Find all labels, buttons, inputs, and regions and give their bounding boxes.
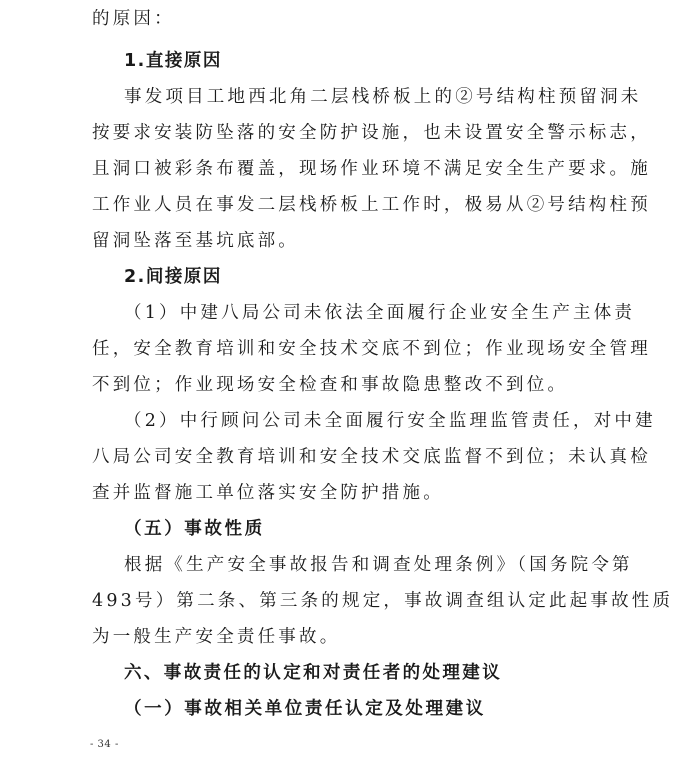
heading-indirect-cause: 2.间接原因	[124, 267, 222, 287]
text-line: 493号）第二条、第三条的规定，事故调查组认定此起事故性质	[92, 591, 674, 611]
text-line: 八局公司安全教育培训和安全技术交底监督不到位；未认真检	[92, 447, 651, 467]
text-line: 留洞坠落至基坑底部。	[92, 231, 299, 251]
text-line: 工作业人员在事发二层栈桥板上工作时，极易从②号结构柱预	[92, 195, 651, 215]
text-line: 按要求安装防坠落的安全防护设施，也未设置安全警示标志，	[92, 123, 651, 143]
text-line: （1）中建八局公司未依法全面履行企业安全生产主体责	[124, 303, 636, 323]
section-heading-six: 六、事故责任的认定和对责任者的处理建议	[124, 663, 503, 683]
heading-direct-cause: 1.直接原因	[124, 51, 222, 71]
text-line: 且洞口被彩条布覆盖，现场作业环境不满足安全生产要求。施	[92, 159, 651, 179]
text-line: 的原因：	[92, 9, 175, 29]
heading-accident-nature: （五）事故性质	[124, 519, 265, 539]
text-line: 为一般生产安全责任事故。	[92, 627, 341, 647]
text-line: （2）中行顾问公司未全面履行安全监理监管责任，对中建	[124, 411, 656, 431]
text-line: 事发项目工地西北角二层栈桥板上的②号结构柱预留洞未	[124, 87, 642, 107]
text-line: 任，安全教育培训和安全技术交底不到位；作业现场安全管理	[92, 339, 651, 359]
text-line: 不到位；作业现场安全检查和事故隐患整改不到位。	[92, 375, 569, 395]
text-line: 根据《生产安全事故报告和调查处理条例》（国务院令第	[124, 555, 633, 575]
subsection-heading-one: （一）事故相关单位责任认定及处理建议	[124, 699, 486, 719]
text-line: 查并监督施工单位落实安全防护措施。	[92, 483, 444, 503]
page-number: - 34 -	[90, 739, 119, 750]
